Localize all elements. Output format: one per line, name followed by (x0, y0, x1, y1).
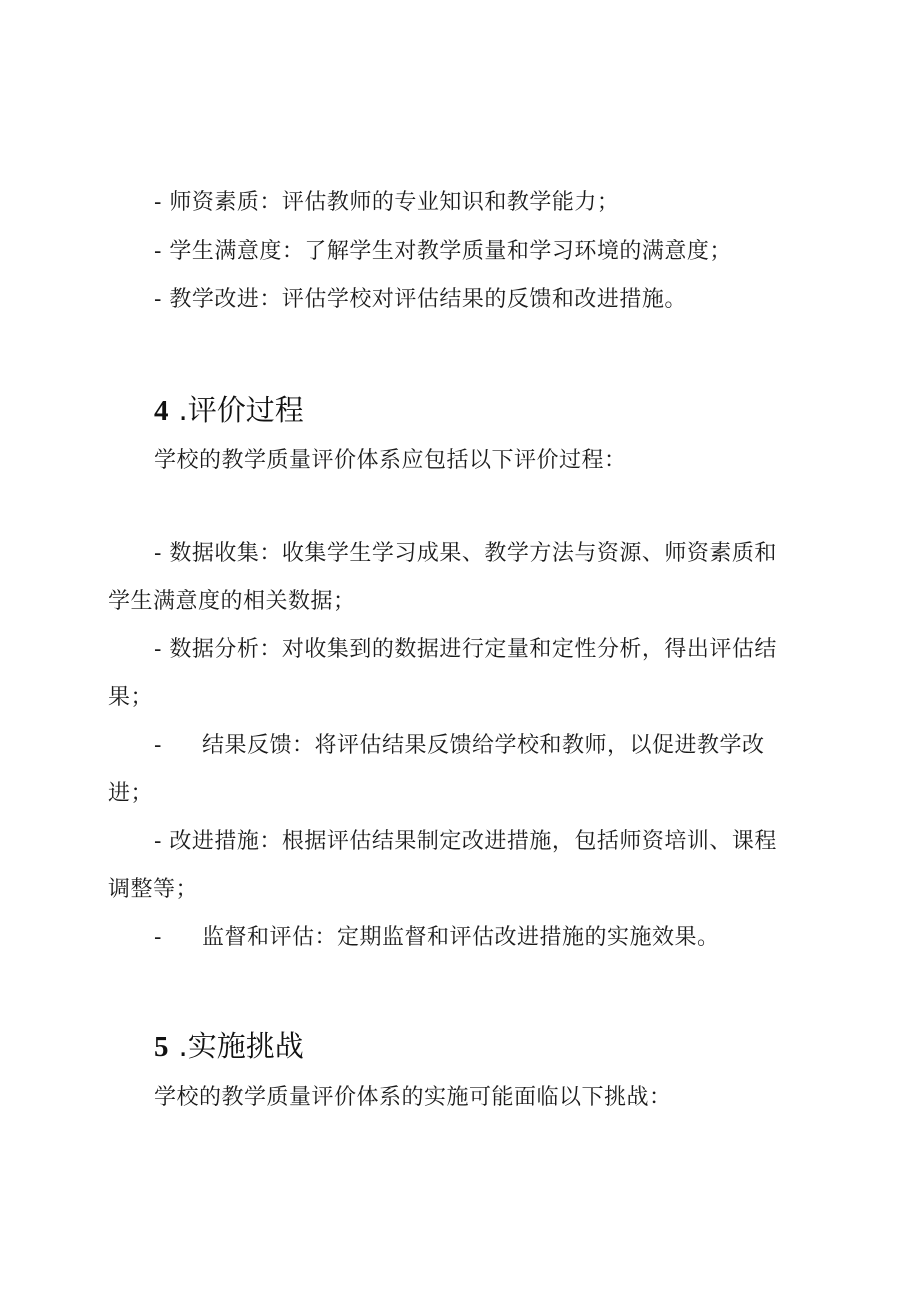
list-dash: - (154, 733, 162, 758)
list-item (154, 923, 719, 953)
list-item-text: 监督和评估：定期监督和评估改进措施的实施效果。 (201, 925, 720, 950)
list-item-continuation: 果； (108, 685, 154, 710)
section-heading (154, 1028, 304, 1065)
list-item-continuation: 进； (108, 781, 154, 806)
list-item-continuation: 学生满意度的相关数据； (108, 589, 356, 614)
section-number: 4 (154, 395, 169, 427)
list-item: - 数据分析：对收集到的数据进行定量和定性分析，得出评估结 (154, 637, 777, 662)
list-item (154, 731, 764, 761)
section-intro: 学校的教学质量评价体系的实施可能面临以下挑战： (154, 1085, 672, 1110)
list-item-continuation: 调整等； (108, 877, 199, 902)
section-heading (154, 392, 304, 429)
list-item: - 教学改进：评估学校对评估结果的反馈和改进措施。 (154, 287, 687, 312)
section-title: .实施挑战 (178, 1029, 304, 1063)
section-intro: 学校的教学质量评价体系应包括以下评价过程： (154, 448, 627, 473)
section-title: .评价过程 (178, 393, 304, 427)
section-number: 5 (154, 1031, 169, 1063)
list-item: - 数据收集：收集学生学习成果、教学方法与资源、师资素质和 (154, 541, 777, 566)
list-item-text: 结果反馈：将评估结果反馈给学校和教师，以促进教学改 (201, 733, 765, 758)
list-item: - 师资素质：评估教师的专业知识和教学能力； (154, 190, 620, 215)
list-item: - 改进措施：根据评估结果制定改进措施，包括师资培训、课程 (154, 829, 777, 854)
list-item: - 学生满意度：了解学生对教学质量和学习环境的满意度； (154, 239, 732, 264)
list-dash: - (154, 925, 162, 950)
